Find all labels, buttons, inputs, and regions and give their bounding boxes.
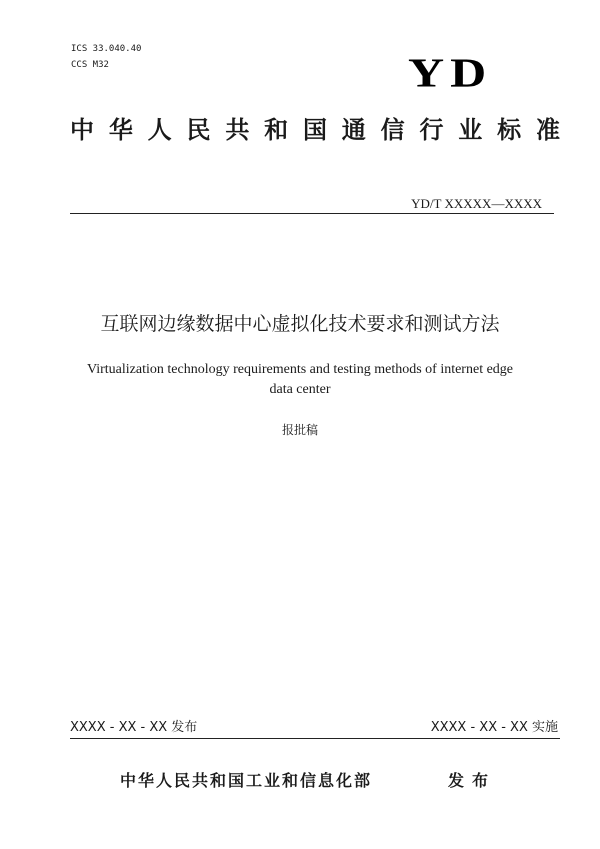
- document-title-cn: 互联网边缘数据中心虚拟化技术要求和测试方法: [100, 313, 500, 335]
- industry-title-char: 业: [458, 116, 483, 144]
- draft-status: 报批稿: [281, 423, 318, 437]
- industry-title-char: 准: [535, 116, 560, 144]
- industry-title-char: 中: [70, 116, 94, 144]
- industry-title-char: 共: [225, 116, 250, 144]
- industry-title-char: 民: [186, 116, 211, 144]
- industry-title-char: 国: [302, 116, 327, 144]
- industry-standard-title: [70, 114, 560, 146]
- implementation-date: XXXX - XX - XX 实施: [430, 720, 558, 735]
- bottom-divider: [70, 738, 560, 739]
- yd-logo: YD: [408, 49, 493, 96]
- industry-title-char: 和: [264, 116, 289, 144]
- industry-title-char: 标: [497, 116, 522, 144]
- industry-title-char: 通: [341, 116, 366, 144]
- industry-title-char: 华: [108, 116, 133, 144]
- standard-number: YD/T XXXXX—XXXX: [411, 196, 542, 211]
- ccs-code: CCS M32: [71, 60, 109, 70]
- ics-code: ICS 33.040.40: [71, 44, 142, 54]
- issue-date: XXXX - XX - XX 发布: [70, 720, 198, 735]
- industry-title-char: 人: [147, 116, 172, 144]
- issuing-authority: 中华人民共和国工业和信息化部: [120, 771, 373, 790]
- document-title-en: Virtualization technology requirements and testing methods of internet edge data center: [86, 362, 514, 397]
- industry-title-char: 行: [419, 116, 444, 144]
- industry-title-char: 信: [380, 116, 405, 144]
- publish-label: 发布: [448, 771, 497, 790]
- top-divider: [70, 213, 554, 214]
